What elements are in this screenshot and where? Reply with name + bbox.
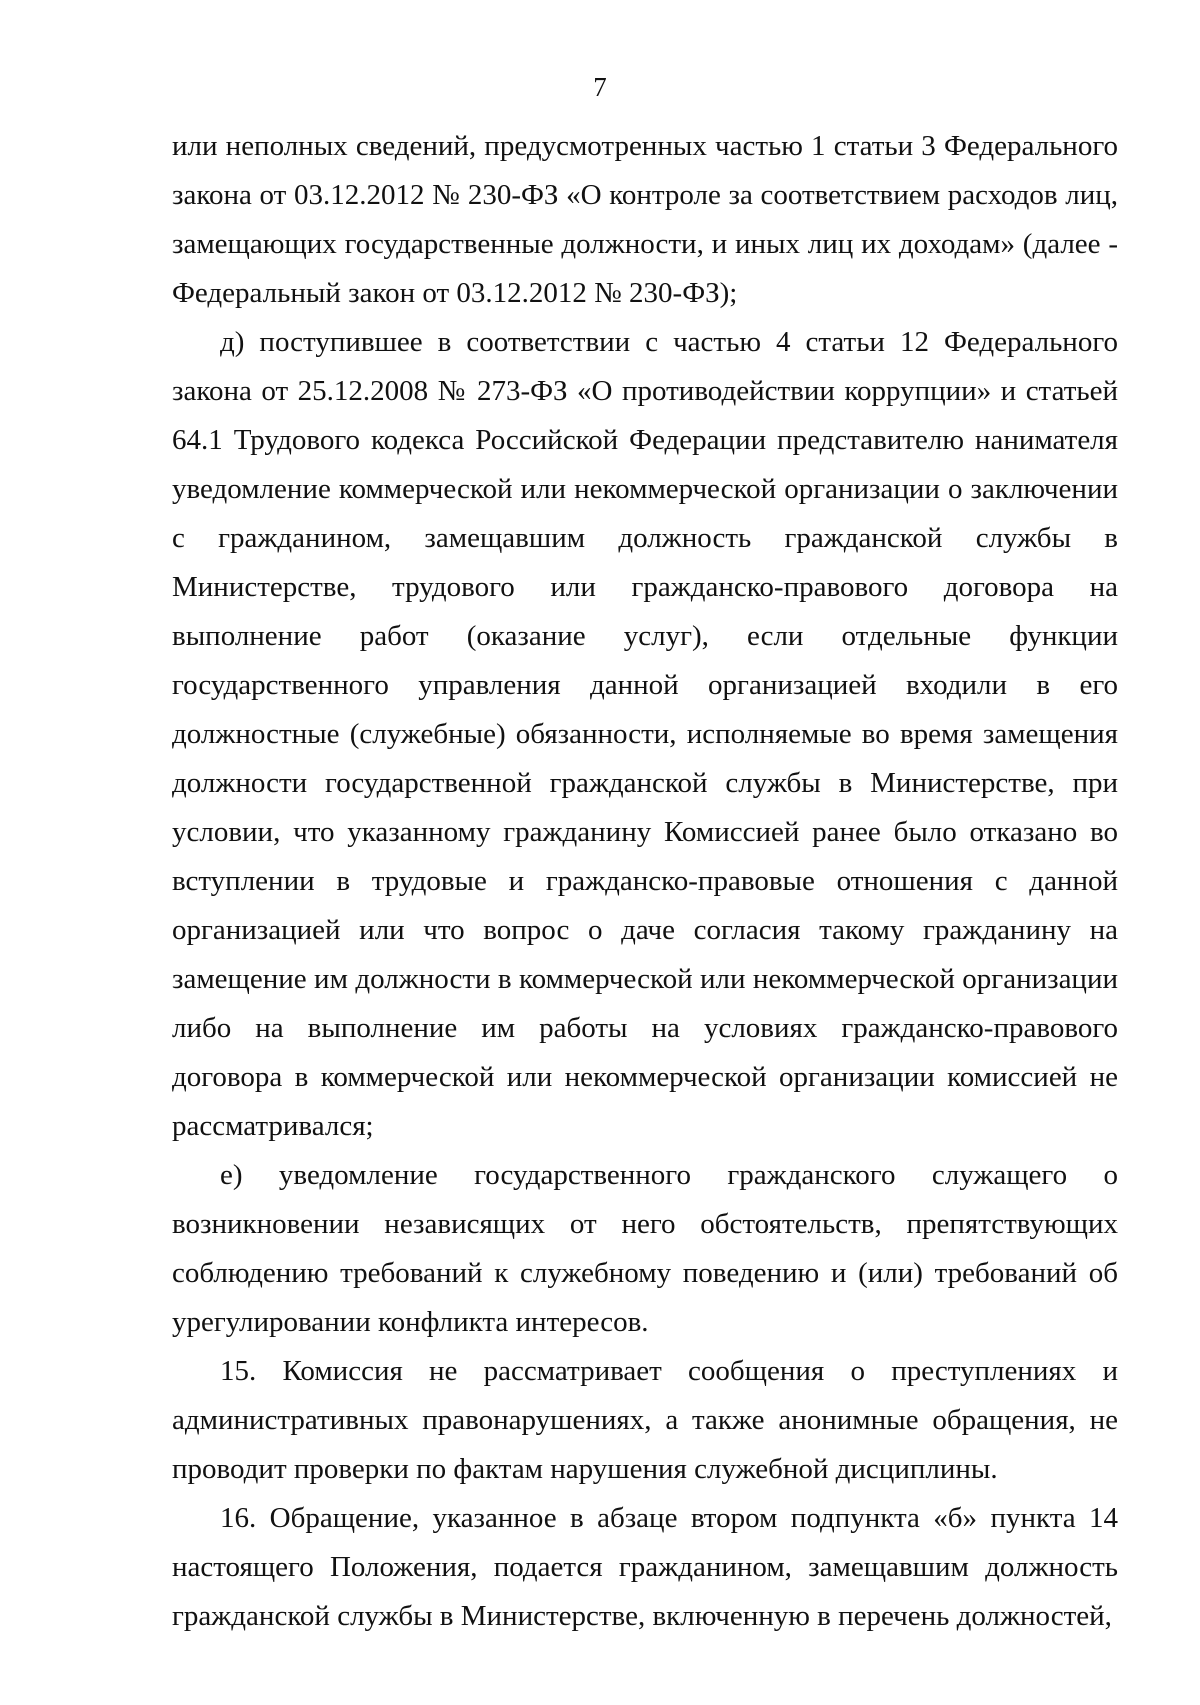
paragraph-item-e: е) уведомление государственного гражданского служащего о возникновении независящих от него обстоятельств, препятствующих соблюдению требований к служебному поведению и (или) требований об урегулировании конфликта интересов. <box>172 1159 1118 1338</box>
document-body <box>172 122 1118 1641</box>
paragraph-15: 15. Комиссия не рассматривает сообщения о преступлениях и административных правонарушениях, а также анонимные обращения, не проводит проверки по фактам нарушения служебной дисциплины. <box>172 1355 1118 1485</box>
page-number: 7 <box>593 72 607 102</box>
paragraph-16: 16. Обращение, указанное в абзаце втором подпункта «б» пункта 14 настоящего Положения, подается гражданином, замещавшим должность гражданской службы в Министерстве, включенную в перечень должностей, <box>172 1502 1118 1632</box>
paragraph-item-d: д) поступившее в соответствии с частью 4 статьи 12 Федерального закона от 25.12.2008 № 273-ФЗ «О противодействии коррупции» и статьей 64.1 Трудового кодекса Российской Федерации представителю нанимателя уведомление коммерческой или некоммерческой организации о заключении с гражданином, замещавшим должность гражданской службы в Министерстве, трудового или гражданско-правового договора на выполнение работ (оказание услуг), если отдельные функции государственного управления данной организацией входили в его должностные (служебные) обязанности, исполняемые во время замещения должности государственной гражданской службы в Министерстве, при условии, что указанному гражданину Комиссией ранее было отказано во вступлении в трудовые и гражданско-правовые отношения с данной организацией или что вопрос о даче согласия такому гражданину на замещение им должности в коммерческой или некоммерческой организации либо на выполнение им работы на условиях гражданско-правового договора в коммерческой или некоммерческой организации комиссией не рассматривался; <box>172 326 1118 1142</box>
paragraph-continuation: или неполных сведений, предусмотренных частью 1 статьи 3 Федерального закона от 03.12.2012 № 230-ФЗ «О контроле за соответствием расходов лиц, замещающих государственные должности, и иных лиц их доходам» (далее - Федеральный закон от 03.12.2012 № 230-ФЗ); <box>172 130 1118 309</box>
